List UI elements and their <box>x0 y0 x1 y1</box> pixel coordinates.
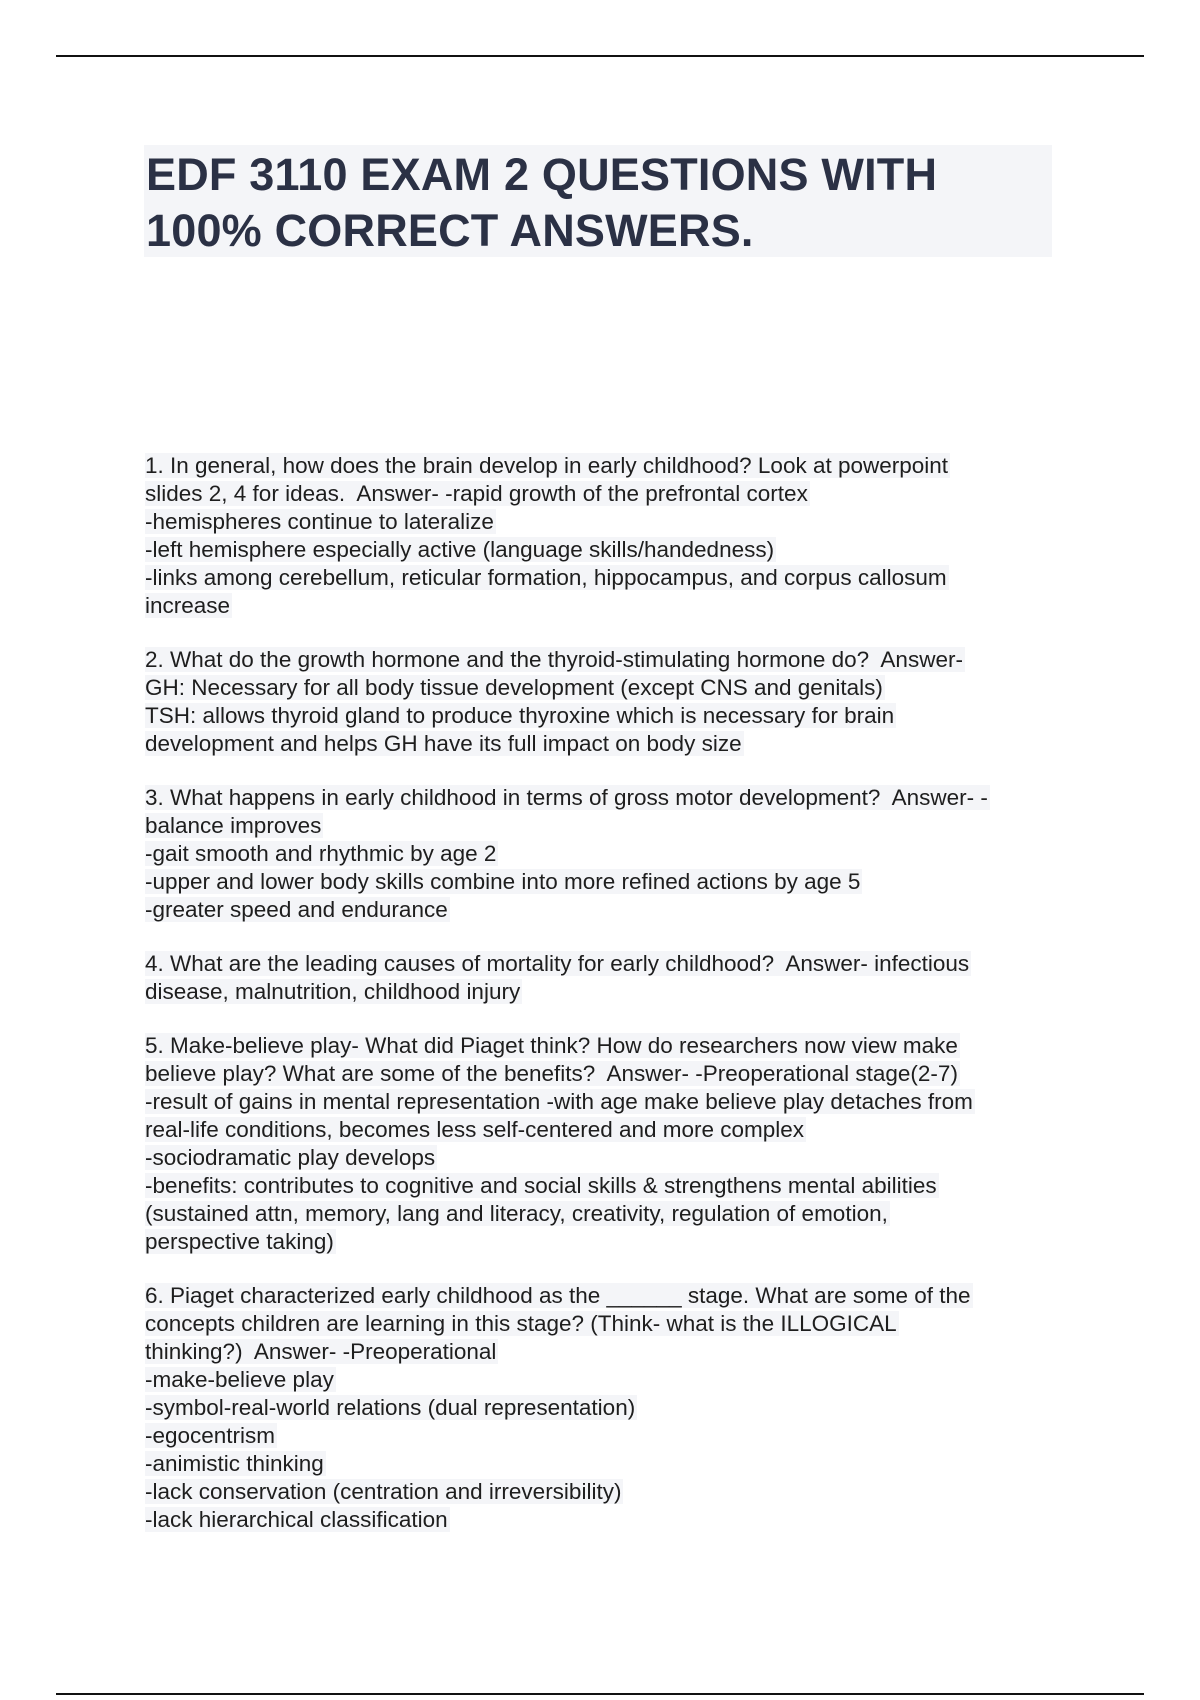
question-line <box>145 978 1065 1006</box>
question-line <box>145 1200 1065 1228</box>
question-text: -lack hierarchical classification <box>145 1507 448 1532</box>
question-line <box>145 508 1065 536</box>
question-text: -lack conservation (centration and irreversibility) <box>145 1479 622 1504</box>
question-line <box>145 646 1065 674</box>
question-text: 1. In general, how does the brain develop in early childhood? Look at powerpoint <box>145 453 949 478</box>
title-line: 100% CORRECT ANSWERS. <box>146 205 754 256</box>
question-line <box>145 840 1065 868</box>
question-text: -gait smooth and rhythmic by age 2 <box>145 841 497 866</box>
question-line <box>145 950 1065 978</box>
question-text: -egocentrism <box>145 1423 276 1448</box>
question-item <box>145 452 1065 620</box>
question-text: increase <box>145 593 231 618</box>
question-text: slides 2, 4 for ideas. Answer- -rapid growth of the prefrontal cortex <box>145 481 808 506</box>
question-line <box>145 536 1065 564</box>
question-text: concepts children are learning in this stage? (Think- what is the ILLOGICAL <box>145 1311 897 1336</box>
question-line <box>145 812 1065 840</box>
question-line <box>145 1338 1065 1366</box>
question-item <box>145 1032 1065 1256</box>
question-text: -upper and lower body skills combine into more refined actions by age 5 <box>145 869 861 894</box>
question-item <box>145 646 1065 758</box>
question-line <box>145 702 1065 730</box>
question-line <box>145 1450 1065 1478</box>
question-line <box>145 1228 1065 1256</box>
question-item <box>145 950 1065 1006</box>
question-text: development and helps GH have its full impact on body size <box>145 731 742 756</box>
question-line <box>145 868 1065 896</box>
question-line <box>145 480 1065 508</box>
title-line: EDF 3110 EXAM 2 QUESTIONS WITH <box>146 149 938 200</box>
question-item <box>145 1282 1065 1534</box>
question-text: 5. Make-believe play- What did Piaget think? How do researchers now view make <box>145 1033 958 1058</box>
question-text: -sociodramatic play develops <box>145 1145 436 1170</box>
question-line <box>145 1310 1065 1338</box>
question-line <box>145 674 1065 702</box>
question-text: 4. What are the leading causes of mortality for early childhood? Answer- infectious <box>145 951 970 976</box>
question-line <box>145 1172 1065 1200</box>
question-text: thinking?) Answer- -Preoperational <box>145 1339 497 1364</box>
question-text: disease, malnutrition, childhood injury <box>145 979 521 1004</box>
question-text: -animistic thinking <box>145 1451 324 1476</box>
question-line <box>145 1088 1065 1116</box>
question-text: TSH: allows thyroid gland to produce thyroxine which is necessary for brain <box>145 703 895 728</box>
question-line <box>145 564 1065 592</box>
question-line <box>145 896 1065 924</box>
question-line <box>145 1060 1065 1088</box>
question-line <box>145 1394 1065 1422</box>
question-text: -result of gains in mental representation -with age make believe play detaches from <box>145 1089 973 1114</box>
question-line <box>145 1478 1065 1506</box>
question-line <box>145 730 1065 758</box>
question-text: balance improves <box>145 813 322 838</box>
question-text: GH: Necessary for all body tissue development (except CNS and genitals) <box>145 675 883 700</box>
question-line <box>145 1366 1065 1394</box>
question-text: -benefits: contributes to cognitive and social skills & strengthens mental abilities <box>145 1173 937 1198</box>
top-rule <box>56 55 1144 57</box>
question-line <box>145 592 1065 620</box>
question-text: -hemispheres continue to lateralize <box>145 509 494 534</box>
question-text: 3. What happens in early childhood in terms of gross motor development? Answer- - <box>145 785 988 810</box>
question-text: -links among cerebellum, reticular formation, hippocampus, and corpus callosum <box>145 565 947 590</box>
question-text: -greater speed and endurance <box>145 897 448 922</box>
question-line <box>145 1282 1065 1310</box>
question-text: -left hemisphere especially active (language skills/handedness) <box>145 537 775 562</box>
question-line <box>145 1506 1065 1534</box>
question-line <box>145 1116 1065 1144</box>
question-text: (sustained attn, memory, lang and literacy, creativity, regulation of emotion, <box>145 1201 888 1226</box>
question-line <box>145 1144 1065 1172</box>
page-title <box>146 147 1046 259</box>
question-line <box>145 1422 1065 1450</box>
bottom-rule <box>56 1693 1144 1695</box>
question-text: 6. Piaget characterized early childhood as the ______ stage. What are some of the <box>145 1283 971 1308</box>
question-text: 2. What do the growth hormone and the thyroid-stimulating hormone do? Answer- <box>145 647 963 672</box>
question-text: believe play? What are some of the benefits? Answer- -Preoperational stage(2-7) <box>145 1061 958 1086</box>
question-line <box>145 1032 1065 1060</box>
question-text: perspective taking) <box>145 1229 334 1254</box>
question-text: -symbol-real-world relations (dual representation) <box>145 1395 636 1420</box>
question-text: -make-believe play <box>145 1367 334 1392</box>
question-line <box>145 784 1065 812</box>
question-text: real-life conditions, becomes less self-centered and more complex <box>145 1117 805 1142</box>
question-line <box>145 452 1065 480</box>
question-list <box>145 452 1065 1534</box>
question-item <box>145 784 1065 924</box>
